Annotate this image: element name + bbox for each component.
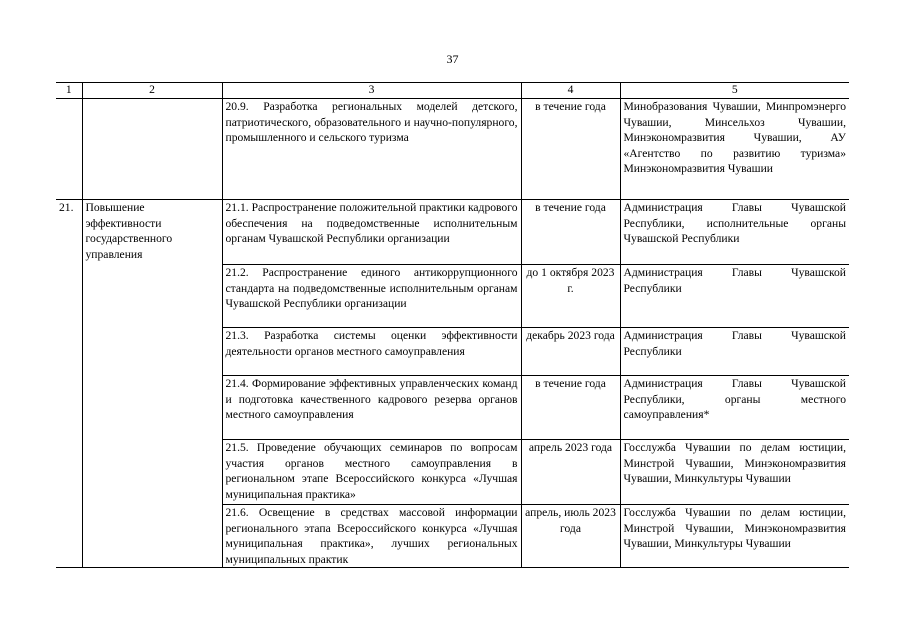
table-row [56,99,849,200]
executors-cell: Госслужба Чувашии по делам юстиции, Минстрой Чувашии, Минэкономразвития Чувашии, Минкультуры Чувашии [620,440,849,505]
row-number-cell: 21. [56,200,82,568]
table-row [56,200,849,265]
measure-cell: 21.5. Проведение обучающих семинаров по вопросам участия органов местного самоуправления в региональном этапе Всероссийского конкурса «Лучшая муниципальная практика» [222,440,521,505]
executors-cell: Администрация Главы Чувашской Республики [620,328,849,376]
table-header-row [56,83,849,99]
term-cell: до 1 октября 2023 г. [521,265,620,328]
measure-cell: 21.3. Разработка системы оценки эффективности деятельности органов местного самоуправления [222,328,521,376]
measure-cell: 21.6. Освещение в средствах массовой информации регионального этапа Всероссийского конкурса «Лучшая муниципальная практика», лучших региональных муниципальных практик [222,505,521,568]
term-cell: апрель, июль 2023 года [521,505,620,568]
term-cell: в течение года [521,99,620,200]
measure-cell: 21.2. Распространение единого антикоррупционного стандарта на подведомственные исполнительным органам Чувашской Республики организации [222,265,521,328]
area-cell [82,99,222,200]
column-header: 2 [82,83,222,99]
measure-cell: 20.9. Разработка региональных моделей детского, патриотического, образовательного и научно-популярного, промышленного и сельского туризма [222,99,521,200]
term-cell: декабрь 2023 года [521,328,620,376]
measure-cell: 21.1. Распространение положительной практики кадрового обеспечения на подведомственные исполнительным органам Чувашской Республики организации [222,200,521,265]
area-cell: Повышение эффективности государственного управления [82,200,222,568]
plan-table [56,82,849,568]
executors-cell: Госслужба Чувашии по делам юстиции, Минстрой Чувашии, Минэкономразвития Чувашии, Минкультуры Чувашии [620,505,849,568]
executors-cell: Администрация Главы Чувашской Республики, органы местного самоуправления* [620,376,849,440]
term-cell: апрель 2023 года [521,440,620,505]
row-number-cell [56,99,82,200]
executors-cell: Администрация Главы Чувашской Республики [620,265,849,328]
term-cell: в течение года [521,376,620,440]
column-header: 3 [222,83,521,99]
term-cell: в течение года [521,200,620,265]
executors-cell: Администрация Главы Чувашской Республики, исполнительные органы Чувашской Республики [620,200,849,265]
executors-cell: Минобразования Чувашии, Минпромэнерго Чувашии, Минсельхоз Чувашии, Минэкономразвития Чувашии, АУ «Агентство по развитию туризма» Минэкономразвития Чувашии [620,99,849,200]
column-header: 5 [620,83,849,99]
column-header: 4 [521,83,620,99]
column-header: 1 [56,83,82,99]
measure-cell: 21.4. Формирование эффективных управленческих команд и подготовка качественного кадрового резерва органов местного самоуправления [222,376,521,440]
page-number: 37 [446,52,459,66]
